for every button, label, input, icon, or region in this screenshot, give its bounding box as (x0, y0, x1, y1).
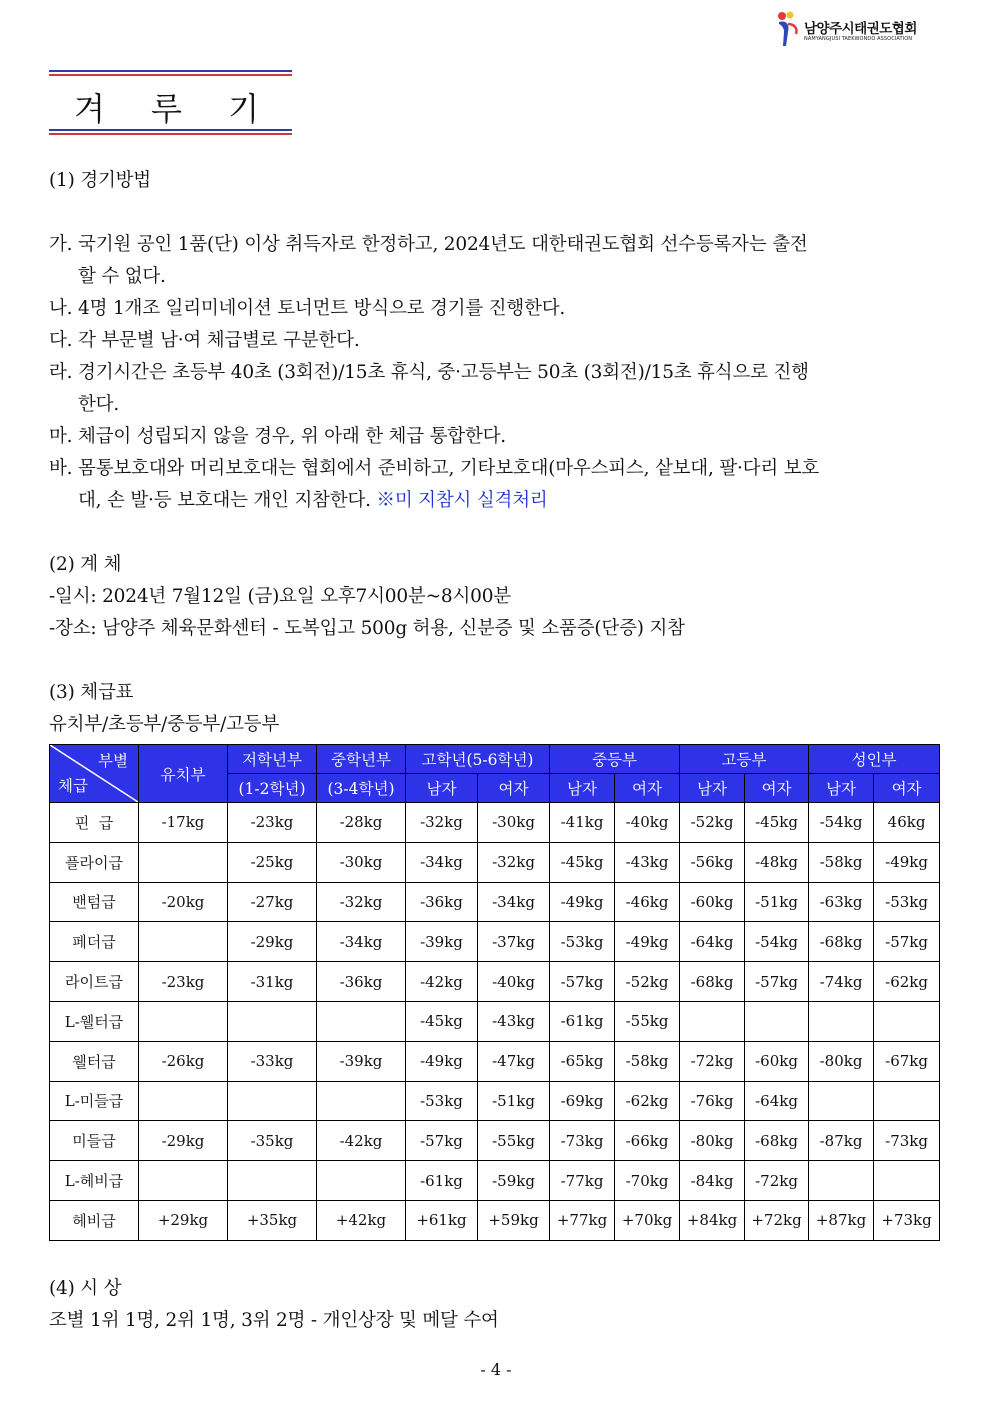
table-subtitle: 유치부/초등부/중등부/고등부 (49, 714, 280, 735)
weight-limit-cell: +35kg (228, 1200, 317, 1240)
section4-heading: (4) 시 상 (49, 1278, 122, 1299)
weight-limit-cell: +70kg (615, 1200, 680, 1240)
weight-limit-cell: -31kg (228, 962, 317, 1002)
weight-class-name: L-헤비급 (50, 1161, 139, 1201)
weight-limit-cell: -87kg (809, 1121, 874, 1161)
weight-limit-cell: -62kg (874, 962, 940, 1002)
weight-class-table (49, 744, 940, 1241)
weight-limit-cell: -42kg (317, 1121, 406, 1161)
weight-limit-cell: -32kg (406, 803, 478, 843)
weight-class-name: 헤비급 (50, 1200, 139, 1240)
header-upper-male: 남자 (406, 774, 478, 803)
weight-limit-cell: -32kg (478, 842, 550, 882)
weight-limit-cell: -77kg (550, 1161, 615, 1201)
weight-limit-cell: -20kg (139, 882, 228, 922)
weight-limit-cell: -57kg (745, 962, 809, 1002)
weight-limit-cell: -23kg (228, 803, 317, 843)
weigh-in-date: -일시: 2024년 7월12일 (금)요일 오후7시00분~8시00분 (49, 586, 511, 607)
weight-limit-cell: -17kg (139, 803, 228, 843)
weight-limit-cell: -68kg (745, 1121, 809, 1161)
table-row (50, 842, 940, 882)
weight-limit-cell: -68kg (680, 962, 745, 1002)
table-row (50, 882, 940, 922)
weight-limit-cell: -56kg (680, 842, 745, 882)
section2-heading: (2) 계 체 (49, 554, 122, 575)
page-title: 겨 루 기 (73, 90, 278, 128)
weight-limit-cell: -40kg (478, 962, 550, 1002)
table-row (50, 803, 940, 843)
weight-class-table-body (50, 803, 940, 1241)
weight-limit-cell: -66kg (615, 1121, 680, 1161)
weight-limit-cell: -30kg (317, 842, 406, 882)
weight-limit-cell (139, 922, 228, 962)
weight-limit-cell: -57kg (874, 922, 940, 962)
disqualification-note: ※미 지참시 실격처리 (376, 490, 548, 511)
header-middle-grades-sub: (3-4학년) (317, 774, 406, 803)
weight-limit-cell: -80kg (680, 1121, 745, 1161)
weight-limit-cell: -53kg (406, 1081, 478, 1121)
weight-limit-cell: -58kg (615, 1041, 680, 1081)
weight-limit-cell: -68kg (809, 922, 874, 962)
weight-limit-cell: -54kg (809, 803, 874, 843)
header-middle-school-male: 남자 (550, 774, 615, 803)
weight-limit-cell (874, 1081, 940, 1121)
weight-limit-cell: -37kg (478, 922, 550, 962)
weight-limit-cell: -72kg (745, 1161, 809, 1201)
org-name-english: NAMYANGJUSI TAEKWONDO ASSOCIATION (804, 36, 913, 42)
weight-limit-cell: -25kg (228, 842, 317, 882)
weight-limit-cell: -47kg (478, 1041, 550, 1081)
weight-limit-cell: -46kg (615, 882, 680, 922)
header-adult: 성인부 (809, 745, 940, 774)
weight-limit-cell: -67kg (874, 1041, 940, 1081)
weight-class-name: 미들급 (50, 1121, 139, 1161)
weight-limit-cell: -80kg (809, 1041, 874, 1081)
table-row (50, 1161, 940, 1201)
weight-limit-cell: -48kg (745, 842, 809, 882)
weight-limit-cell: -45kg (406, 1001, 478, 1041)
weight-limit-cell: -23kg (139, 962, 228, 1002)
awards-text: 조별 1위 1명, 2위 1명, 3위 2명 - 개인상장 및 메달 수여 (49, 1310, 499, 1331)
weight-limit-cell: -63kg (809, 882, 874, 922)
table-corner-header (50, 745, 139, 803)
weight-limit-cell: -33kg (228, 1041, 317, 1081)
weight-limit-cell: -45kg (745, 803, 809, 843)
weight-limit-cell: -64kg (745, 1081, 809, 1121)
header-lower-grades: 저학년부 (228, 745, 317, 774)
header-adult-female: 여자 (874, 774, 940, 803)
rule-item-ra: 라. 경기시간은 초등부 40초 (3회전)/15초 휴식, 중·고등부는 50초 (3회전)/15초 휴식으로 진행 (49, 362, 809, 383)
weight-limit-cell (317, 1161, 406, 1201)
weight-limit-cell: -39kg (406, 922, 478, 962)
weight-limit-cell: -42kg (406, 962, 478, 1002)
section1-heading: (1) 경기방법 (49, 170, 151, 191)
weight-limit-cell: -73kg (550, 1121, 615, 1161)
weight-limit-cell: -34kg (406, 842, 478, 882)
weight-limit-cell (874, 1001, 940, 1041)
weight-limit-cell: -43kg (615, 842, 680, 882)
weight-limit-cell (139, 1001, 228, 1041)
rule-item-ga-cont: 할 수 없다. (78, 266, 166, 287)
weight-limit-cell: -36kg (406, 882, 478, 922)
rule-item-ba-text: 대, 손 발·등 보호대는 개인 지참한다. (78, 490, 371, 511)
weight-limit-cell (228, 1161, 317, 1201)
title-rule-top-accent (49, 74, 292, 76)
weight-limit-cell: -39kg (317, 1041, 406, 1081)
header-high-school-female: 여자 (745, 774, 809, 803)
weight-limit-cell: -49kg (406, 1041, 478, 1081)
weight-limit-cell: -74kg (809, 962, 874, 1002)
header-lower-grades-sub: (1-2학년) (228, 774, 317, 803)
header-upper-grades: 고학년(5-6학년) (406, 745, 550, 774)
rule-item-da: 다. 각 부문별 남·여 체급별로 구분한다. (49, 330, 360, 351)
weight-limit-cell: -40kg (615, 803, 680, 843)
header-high-school-male: 남자 (680, 774, 745, 803)
header-kindergarten: 유치부 (139, 745, 228, 803)
table-row (50, 1121, 940, 1161)
association-logo (776, 10, 936, 50)
weight-limit-cell: -52kg (615, 962, 680, 1002)
weight-limit-cell: -55kg (478, 1121, 550, 1161)
table-row (50, 1041, 940, 1081)
weight-limit-cell (317, 1081, 406, 1121)
weight-limit-cell: -59kg (478, 1161, 550, 1201)
weight-limit-cell: -49kg (874, 842, 940, 882)
table-row (50, 1001, 940, 1041)
weight-limit-cell: -52kg (680, 803, 745, 843)
header-upper-female: 여자 (478, 774, 550, 803)
rule-item-na: 나. 4명 1개조 일리미네이션 토너먼트 방식으로 경기를 진행한다. (49, 298, 566, 319)
weight-limit-cell: -51kg (478, 1081, 550, 1121)
weight-limit-cell: -49kg (615, 922, 680, 962)
weight-limit-cell: -76kg (680, 1081, 745, 1121)
weight-limit-cell: +72kg (745, 1200, 809, 1240)
weight-limit-cell: -70kg (615, 1161, 680, 1201)
weight-class-name: 플라이급 (50, 842, 139, 882)
weight-limit-cell: +77kg (550, 1200, 615, 1240)
header-middle-grades: 중학년부 (317, 745, 406, 774)
weight-class-name: 핀 급 (50, 803, 139, 843)
weight-limit-cell (809, 1001, 874, 1041)
weight-class-name: L-미들급 (50, 1081, 139, 1121)
weight-limit-cell (809, 1081, 874, 1121)
weight-limit-cell: -32kg (317, 882, 406, 922)
section3-heading: (3) 체급표 (49, 682, 134, 703)
taekwondo-logo-icon (776, 10, 800, 48)
corner-division-label: 부별 (98, 752, 128, 770)
weight-limit-cell: -65kg (550, 1041, 615, 1081)
weight-limit-cell: -34kg (478, 882, 550, 922)
weight-limit-cell: -49kg (550, 882, 615, 922)
weight-limit-cell: +61kg (406, 1200, 478, 1240)
weight-limit-cell (139, 842, 228, 882)
weight-limit-cell: +84kg (680, 1200, 745, 1240)
table-row (50, 922, 940, 962)
weight-limit-cell: -61kg (406, 1161, 478, 1201)
weight-limit-cell: -57kg (406, 1121, 478, 1161)
weight-limit-cell: -60kg (680, 882, 745, 922)
weight-limit-cell: -30kg (478, 803, 550, 843)
weight-limit-cell (139, 1161, 228, 1201)
weight-limit-cell (139, 1081, 228, 1121)
weight-limit-cell: -84kg (680, 1161, 745, 1201)
weight-limit-cell: -27kg (228, 882, 317, 922)
weight-limit-cell: -57kg (550, 962, 615, 1002)
rule-item-ga: 가. 국기원 공인 1품(단) 이상 취득자로 한정하고, 2024년도 대한태권도협회 선수등록자는 출전 (49, 234, 808, 255)
weight-limit-cell (680, 1001, 745, 1041)
weight-limit-cell: -51kg (745, 882, 809, 922)
weight-limit-cell: -28kg (317, 803, 406, 843)
weight-class-name: 웰터급 (50, 1041, 139, 1081)
weight-class-name: 밴텀급 (50, 882, 139, 922)
weight-limit-cell: -72kg (680, 1041, 745, 1081)
weight-limit-cell: -55kg (615, 1001, 680, 1041)
weight-limit-cell (874, 1161, 940, 1201)
header-middle-school: 중등부 (550, 745, 680, 774)
weight-limit-cell (228, 1081, 317, 1121)
table-row (50, 962, 940, 1002)
weight-limit-cell: -61kg (550, 1001, 615, 1041)
rule-item-ba-cont (78, 486, 548, 512)
weight-limit-cell: +73kg (874, 1200, 940, 1240)
header-adult-male: 남자 (809, 774, 874, 803)
weight-limit-cell (317, 1001, 406, 1041)
weight-limit-cell: -41kg (550, 803, 615, 843)
weight-class-name: 라이트급 (50, 962, 139, 1002)
table-row (50, 1200, 940, 1240)
weight-limit-cell: -45kg (550, 842, 615, 882)
rule-item-ma: 마. 체급이 성립되지 않을 경우, 위 아래 한 체급 통합한다. (49, 426, 506, 447)
org-name: 남양주시태권도협회 (804, 21, 917, 37)
weight-limit-cell: -29kg (228, 922, 317, 962)
weight-limit-cell (809, 1161, 874, 1201)
weight-limit-cell: -58kg (809, 842, 874, 882)
header-high-school: 고등부 (680, 745, 809, 774)
title-rule-bottom (49, 129, 292, 131)
weight-class-name: 페더급 (50, 922, 139, 962)
weigh-in-place: -장소: 남양주 체육문화센터 - 도복입고 500g 허용, 신분증 및 소품증(단증) 지참 (49, 618, 685, 639)
weight-limit-cell: -60kg (745, 1041, 809, 1081)
page-number: - 4 - (480, 1360, 512, 1379)
section-title-box (49, 70, 292, 136)
weight-limit-cell: -64kg (680, 922, 745, 962)
table-row (50, 1081, 940, 1121)
title-rule-bottom-accent (49, 133, 292, 135)
weight-limit-cell: -26kg (139, 1041, 228, 1081)
weight-limit-cell: -43kg (478, 1001, 550, 1041)
title-rule-top (49, 70, 292, 72)
weight-limit-cell (228, 1001, 317, 1041)
weight-limit-cell: -29kg (139, 1121, 228, 1161)
weight-limit-cell: -69kg (550, 1081, 615, 1121)
weight-class-name: L-웰터급 (50, 1001, 139, 1041)
header-middle-school-female: 여자 (615, 774, 680, 803)
weight-limit-cell: +29kg (139, 1200, 228, 1240)
weight-limit-cell (745, 1001, 809, 1041)
weight-limit-cell: +87kg (809, 1200, 874, 1240)
weight-limit-cell: -53kg (874, 882, 940, 922)
weight-limit-cell: 46kg (874, 803, 940, 843)
weight-limit-cell: -35kg (228, 1121, 317, 1161)
rule-item-ra-cont: 한다. (78, 394, 120, 415)
corner-weight-label: 체급 (58, 777, 88, 795)
weight-limit-cell: -34kg (317, 922, 406, 962)
weight-limit-cell: +42kg (317, 1200, 406, 1240)
weight-limit-cell: +59kg (478, 1200, 550, 1240)
weight-limit-cell: -62kg (615, 1081, 680, 1121)
weight-limit-cell: -73kg (874, 1121, 940, 1161)
weight-limit-cell: -36kg (317, 962, 406, 1002)
weight-limit-cell: -54kg (745, 922, 809, 962)
rule-item-ba: 바. 몸통보호대와 머리보호대는 협회에서 준비하고, 기타보호대(마우스피스, 샅보대, 팔·다리 보호 (49, 458, 820, 479)
weight-limit-cell: -53kg (550, 922, 615, 962)
